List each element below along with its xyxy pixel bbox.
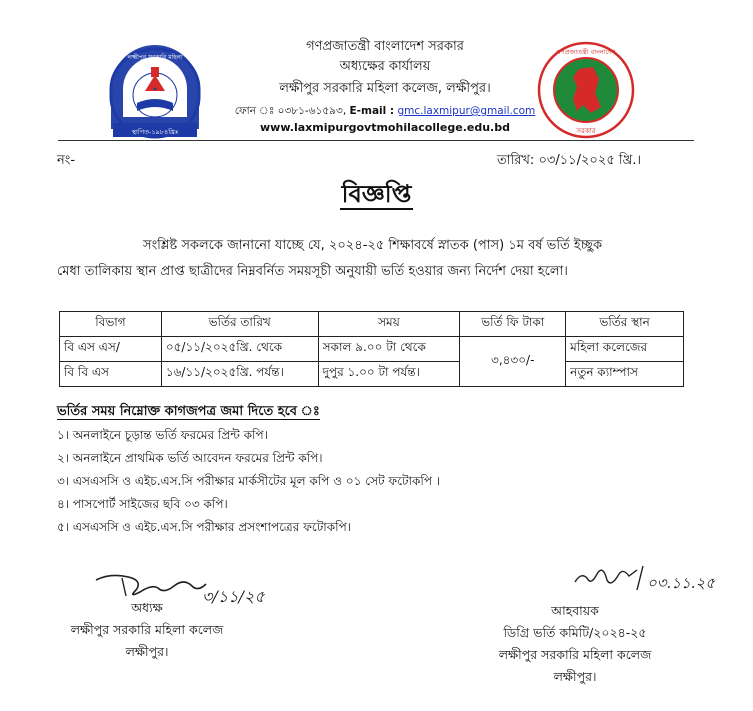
- principal-place: লক্ষীপুর।: [125, 644, 169, 659]
- convener-signature: [567, 560, 737, 596]
- email-label: E-mail :: [349, 105, 395, 117]
- list-item: ৪। পাসপোর্ট সাইজের ছবি ০৩ কপি।: [57, 497, 228, 511]
- convener-org: লক্ষীপুর সরকারি মহিলা কলেজ: [498, 647, 652, 662]
- notice-paragraph: [57, 233, 712, 285]
- convener-signature-block: [475, 600, 675, 688]
- svg-text:✦: ✦: [152, 86, 158, 93]
- header-divider: [58, 140, 694, 141]
- cell-date-2: ১৬/১১/২০২৫খ্রি. পর্যন্ত।: [161, 362, 318, 387]
- table-header-row: [60, 312, 684, 337]
- cell-time-2: দুপুর ১.০০ টা পর্যন্ত।: [318, 362, 460, 387]
- documents-heading-text: ভর্তির সময় নিম্নোক্ত কাগজপত্র জমা দিতে হবে ঃ: [57, 404, 320, 419]
- convener-committee: ডিগ্রি ভর্তি কমিটি/২০২৪-২৫: [503, 625, 647, 640]
- gov-seal-text: গণপ্রজাতন্ত্রী বাংলাদেশ: [556, 48, 616, 56]
- header-time: সময়: [318, 312, 460, 337]
- seal-established-text: স্থাপিত-১৯৮৪খ্রিঃ: [131, 128, 179, 136]
- contact-line: [200, 104, 570, 121]
- phone-text: ফোন ঃ ০৩৮১-৬১৫৯৩,: [234, 105, 347, 117]
- college-name: লক্ষীপুর সরকারি মহিলা কলেজ, লক্ষীপুর।: [279, 81, 491, 96]
- convener-designation: আহবায়ক: [551, 603, 599, 618]
- memo-number: নং-: [57, 153, 76, 168]
- header-department: বিভাগ: [60, 312, 162, 337]
- principal-signature-block: [42, 597, 252, 663]
- memo-date: তারিখ: ০৩/১১/২০২৫ খ্রি.।: [497, 153, 642, 168]
- list-item: ১। অনলাইনে চূড়ান্ত ভর্তি ফরমের প্রিন্ট কপি।: [57, 428, 268, 442]
- notice-title-text: বিজ্ঞপ্তি: [341, 180, 412, 208]
- college-seal-logo: [107, 45, 203, 141]
- convener-signature-date: ০৩.১১.২৫: [647, 574, 715, 592]
- list-item: ৩। এসএসসি ও এইচ.এস.সি পরীক্ষার মার্কসীটের মূল কপি ও ০১ সেট ফটোকপি ।: [57, 474, 441, 488]
- table-row: [60, 362, 684, 387]
- paragraph-line-1: সংশ্লিষ্ট সকলকে জানানো যাচ্ছে যে, ২০২৪-২৫ শিক্ষাবর্ষে স্নাতক (পাস) ১ম বর্ষ ভর্তি ইচ্ছুক: [143, 238, 603, 253]
- list-item: ২। অনলাইনে প্রাথমিক ভর্তি আবেদন ফরমের প্রিন্ট কপি।: [57, 451, 323, 465]
- admission-schedule-table: [59, 311, 684, 387]
- header-admission-date: ভর্তির তারিখ: [161, 312, 318, 337]
- documents-list: [57, 424, 440, 539]
- email-link[interactable]: gmc.laxmipur@gmail.com: [397, 105, 536, 117]
- cell-department-2: বি বি এস: [60, 362, 162, 387]
- office-name: অধ্যক্ষের কার্যালয়: [339, 59, 431, 74]
- cell-date-1: ০৫/১১/২০২৫খ্রি. থেকে: [161, 337, 318, 362]
- cell-time-1: সকাল ৯.০০ টা থেকে: [318, 337, 460, 362]
- seal-top-text: লক্ষ্মীপুর সরকারি মহিলা: [127, 54, 183, 61]
- website-url[interactable]: www.laxmipurgovtmohilacollege.edu.bd: [260, 121, 510, 134]
- principal-org: লক্ষীপুর সরকারি মহিলা কলেজ: [70, 622, 224, 637]
- cell-place-1: মহিলা কলেজের: [566, 337, 684, 362]
- cell-fee: ৩,৪৩০/-: [460, 337, 566, 387]
- cell-place-2: নতুন ক্যাম্পাস: [566, 362, 684, 387]
- paragraph-line-2: মেধা তালিকায় স্থান প্রাপ্ত ছাত্রীদের নিম্নবর্নিত সময়সূচী অনুযায়ী ভর্তি হওয়ার জন্য নির্দেশ দেয়া হলো।: [57, 264, 568, 279]
- documents-heading: [57, 402, 320, 423]
- notice-title: [0, 176, 753, 216]
- government-name: গণপ্রজাতন্ত্রী বাংলাদেশ সরকার: [306, 39, 464, 54]
- list-item: ৫। এসএসসি ও এইচ.এস.সি পরীক্ষার প্রসংশাপত্রের ফটোকপি।: [57, 520, 352, 534]
- table-row: [60, 337, 684, 362]
- header-admission-fee: ভর্তি ফি টাকা: [460, 312, 566, 337]
- principal-signature-date: ৩/১১/২৫: [202, 587, 265, 606]
- header-place: ভর্তির স্থান: [566, 312, 684, 337]
- gov-seal-bottom-text: সরকার: [576, 127, 596, 135]
- cell-department-1: বি এস এস/: [60, 337, 162, 362]
- principal-designation: অধ্যক্ষ: [131, 600, 163, 615]
- convener-place: লক্ষীপুর।: [553, 669, 597, 684]
